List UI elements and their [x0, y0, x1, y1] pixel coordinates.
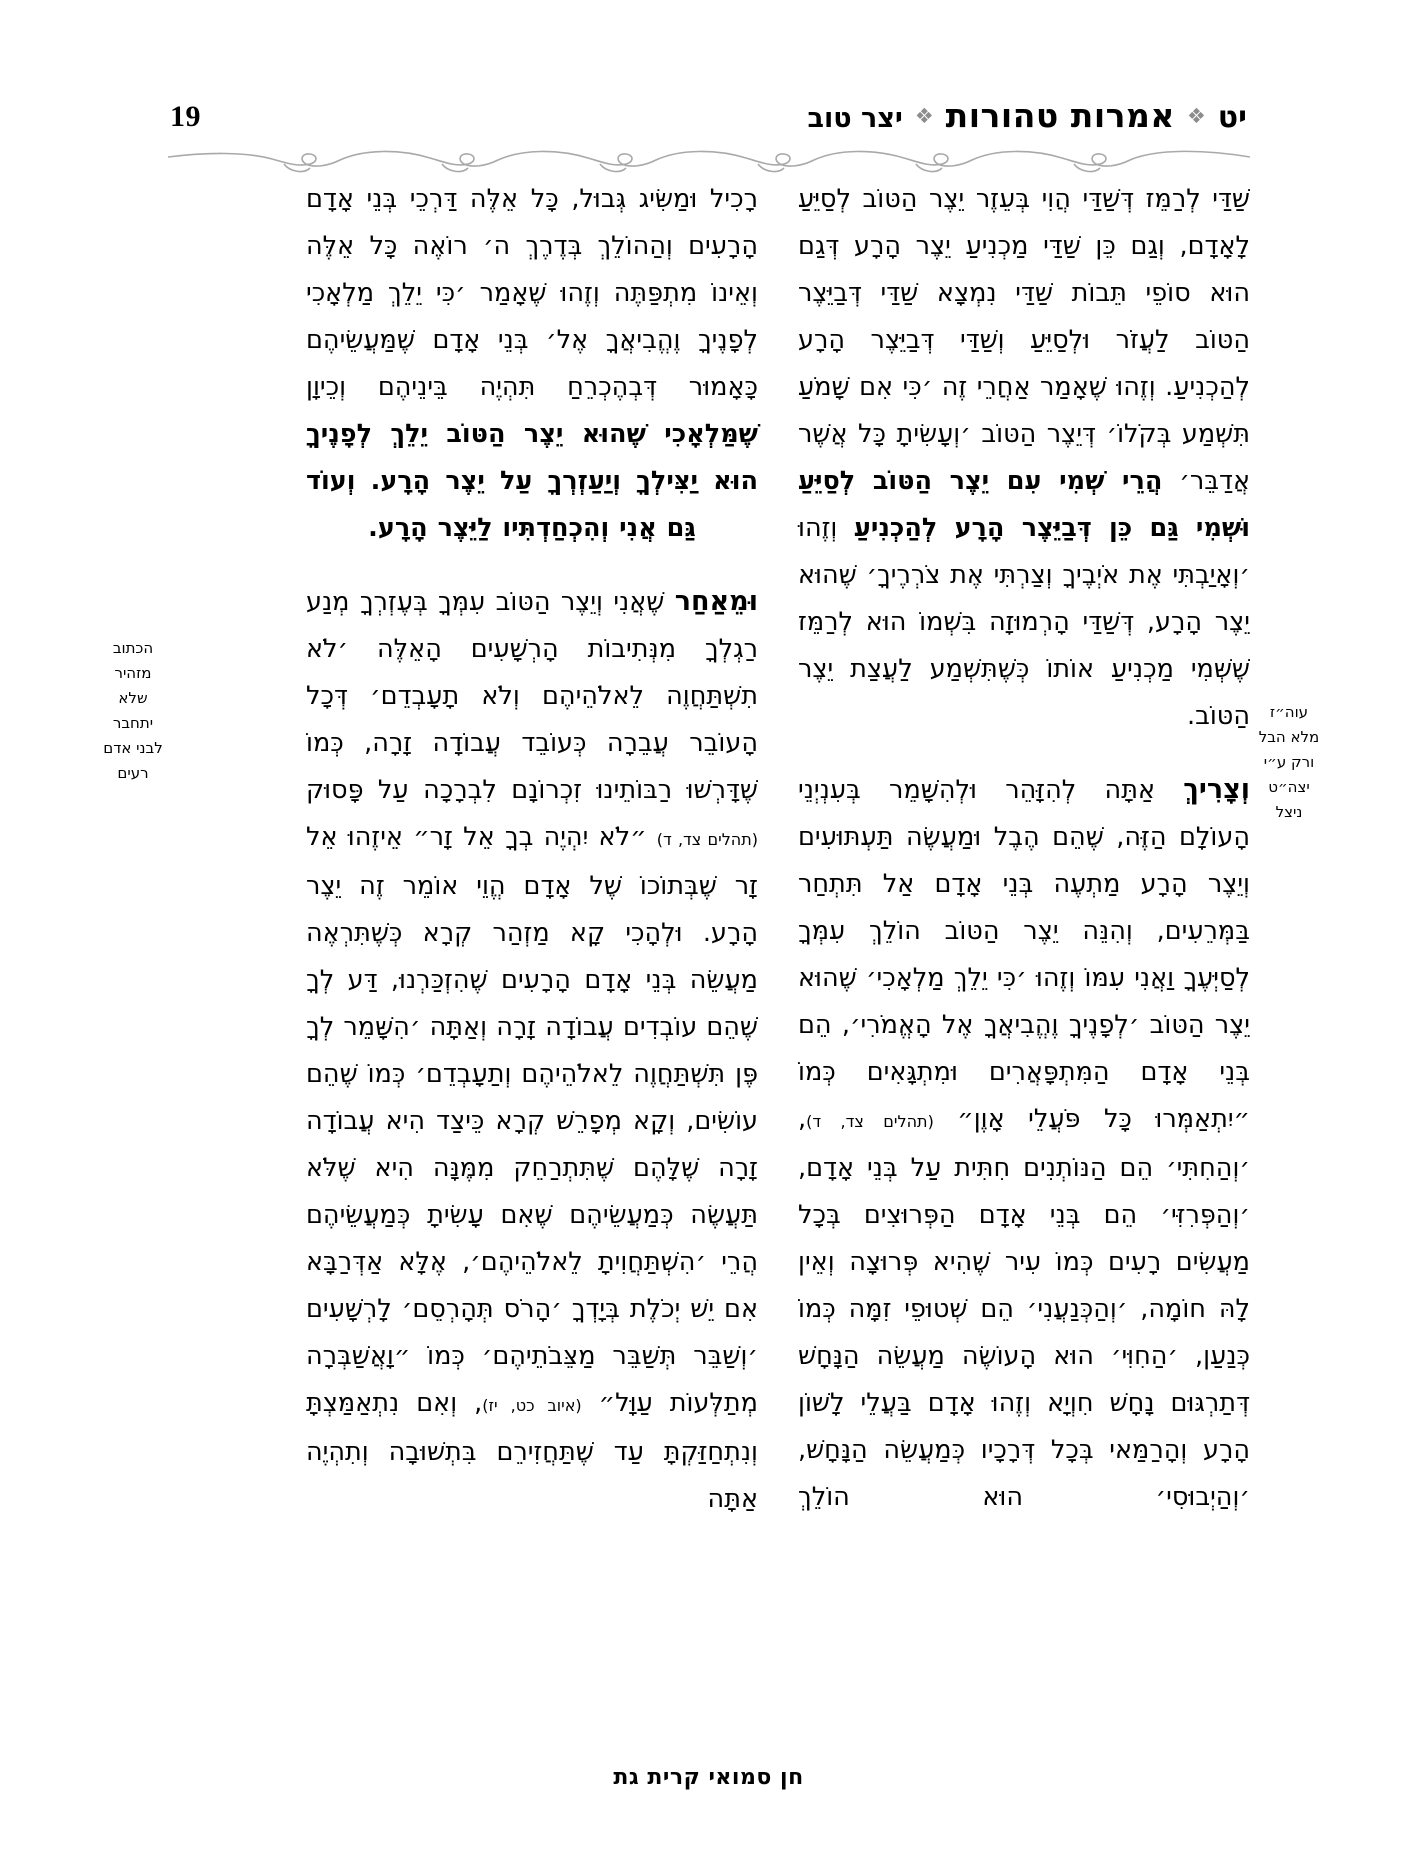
- source-citation: (תהלים צד, ד): [656, 830, 759, 849]
- running-head-subtitle: יצר טוב: [807, 103, 903, 134]
- page-footer: חן סמואי קרית גת: [613, 1765, 804, 1790]
- margin-note-left-line: הכתוב: [112, 639, 154, 657]
- margin-note-right-line: עוה״ז: [1269, 703, 1309, 721]
- text-run: , ׳וְהַחִתִּי׳ הֵם הַנּוֹתְנִים חִתִּית עַל בְּנֵי אָדָם, ׳וְהַפְּרִזִּי׳ הֵם בְּנֵי אָדָם הַפְּרוּצִים בְּכָל מַעֲשִׂים רָעִים כְּמוֹ עִיר שֶׁהִיא פְּרוּצָה וְאֵין לָהּ חוֹמָה, ׳וְהַכְּנַעֲנִי׳ הֵם שְׁטוּפֵי זִמָּה כְּמוֹ כְּנַעַן, ׳הַחִוִּי׳ הוּא הָעוֹשֶׂה מַעֲשֵׂה הַנָּחָשׁ דְּתַרְגּוּם נָחָשׁ חִוְיָא וְזֶהוּ אָדָם בַּעֲלֵי לָשׁוֹן הָרָע וְהָרַמַּאי בְּכָל דְּרָכָיו כְּמַעֲשֵׂה הַנָּחָשׁ, ׳וְהַיְבוּסִי׳ הוּא הוֹלֵךְ: [798, 1104, 1250, 1512]
- ornament-diamond-icon: ❖: [914, 104, 934, 128]
- column-right: [798, 176, 1250, 1706]
- paragraph: [798, 176, 1250, 740]
- text-run: וְזֶהוּ ׳וְאָיַבְתִּי אֶת אֹיְבֶיךָ וְצַרְתִּי אֶת צֹרְרֶיךָ׳ שֶׁהוּא יֵצֶר הָרָע, דְּשַׁדַּי הָרְמוּזָה בִּשְׁמוֹ הוּא לְרַמֵּז שֶׁשְּׁמִי מַכְנִיעַ אוֹתוֹ כְּשֶׁתִּשְׁמַע לַעֲצַת יֵצֶר הַטּוֹב.: [798, 513, 1250, 731]
- text-body: [168, 176, 1250, 1706]
- paragraph: [798, 766, 1250, 1521]
- emphasized-text: שֶׁמַּלְאָכִי שֶׁהוּא יֵצֶר הַטּוֹב יֵלֵךְ לְפָנֶיךָ הוּא יַצִּילְךָ וְיַעַזְרְךָ עַל יֵצֶר הָרָע. וְעוֹד גַּם אֲנִי וְהִכְחַדְתִּיו לַיֵּצֶר הָרָע.: [306, 419, 758, 543]
- text-run: , וְאִם נִתְאַמַּצְתָּ וְנִתְחַזַּקְתָּ עַד שֶׁתַּחֲזִירֵם בִּתְשׁוּבָה וְתִהְיֶה אַתָּה: [306, 1388, 758, 1514]
- paragraph-lead-word: וְצָרִיךְ: [1183, 774, 1250, 805]
- margin-note-right-line: ורק ע״י: [1263, 753, 1315, 771]
- margin-note-left-line: שלא: [118, 689, 148, 707]
- page-number: 19: [170, 100, 201, 133]
- margin-note-right: [1253, 700, 1325, 825]
- column-left: [306, 176, 758, 1706]
- paragraph: [306, 578, 758, 1523]
- source-citation: (איוב כט, יז): [482, 1396, 582, 1415]
- running-head: [808, 96, 1247, 135]
- source-citation: (תהלים צד, ד): [806, 1112, 934, 1131]
- running-head-title: אמרות טהורות: [945, 96, 1175, 135]
- margin-note-left-line: רעים: [117, 764, 149, 782]
- margin-note-left-line: יתחבר: [112, 714, 154, 732]
- page-header: [170, 96, 1247, 142]
- running-head-chapter: יט: [1217, 100, 1247, 135]
- paragraph: [306, 176, 758, 552]
- text-run: אַתָּה לְהִזָּהֵר וּלְהִשָּׁמֵר בְּעִנְיְנֵי הָעוֹלָם הַזֶּה, שֶׁהֵם הֶבֶל וּמַעֲשֶׂה תַּעְתּוּעִים וְיֵצֶר הָרָע מַתְעֶה בְּנֵי אָדָם אַל תִּתְחַר בַּמְּרֵעִים, וְהִנֵּה יֵצֶר הַטּוֹב הוֹלֵךְ עִמְּךָ לְסַיְּעֶךָ וַאֲנִי עִמּוֹ וְזֶהוּ ׳כִּי יֵלֵךְ מַלְאָכִי׳ שֶׁהוּא יֵצֶר הַטּוֹב ׳לְפָנֶיךָ וֶהֱבִיאֲךָ אֶל הָאֱמֹרִי׳, הֵם בְּנֵי אָדָם הַמִּתְפָּאֲרִים וּמִתְגָּאִים כְּמוֹ ״יִתְאַמְּרוּ כָּל פֹּעֲלֵי אָוֶן״: [798, 775, 1250, 1134]
- flourish-divider-icon: [168, 150, 1250, 176]
- text-run: שֶׁאֲנִי וְיֵצֶר הַטּוֹב עִמְּךָ בְּעֶזְרְךָ מְנַע רַגְלְךָ מִנְּתִיבוֹת הָרְשָׁעִים הָאֵלֶּה ׳לֹא תִשְׁתַּחֲוֶה לֵאלֹהֵיהֶם וְלֹא תָעָבְדֵם׳ דְּכָל הָעוֹבֵר עֲבֵרָה כְּעוֹבֵד עֲבוֹדָה זָרָה, כְּמוֹ שֶׁדָּרְשׁוּ רַבּוֹתֵינוּ זִכְרוֹנָם לִבְרָכָה עַל פָּסוּק: [306, 587, 758, 805]
- ornament-diamond-icon: ❖: [1186, 104, 1206, 128]
- text-run: שַׁדַּי לְרַמֵּז דְּשַׁדַּי הֲוִי בְּעֵזֶר יֵצֶר הַטּוֹב לְסַיֵּעַ לָאָדָם, וְגַם כֵּן שַׁדַּי מַכְנִיעַ יֵצֶר הָרָע דְּגַם הוּא סוֹפֵי תֵּבוֹת שַׁדַּי נִמְצָא שַׁדַּי דְּבַיֵּצֶר הַטּוֹב לַעֲזֹר וּלְסַיֵּעַ וְשַׁדַּי דְּבַיֵּצֶר הָרָע לְהַכְנִיעַ. וְזֶהוּ שֶׁאָמַר אַחֲרֵי זֶה ׳כִּי אִם שָׁמֹעַ תִּשְׁמַע בְּקֹלוֹ׳ דְּיֵצֶר הַטּוֹב ׳וְעָשִׂיתָ כָּל אֲשֶׁר אֲדַבֵּר׳: [798, 184, 1250, 496]
- margin-note-left-line: לבני אדם: [103, 739, 163, 757]
- margin-note-left-line: מזהיר: [114, 664, 152, 682]
- margin-note-left: [96, 636, 170, 786]
- emphasized-text: הֲרֵי שְׁמִי עִם יֵצֶר הַטּוֹב לְסַיֵּעַ וּשְׁמִי גַּם כֵּן דְּבַיֵּצֶר הָרָע לְהַכְנִיעַ: [798, 466, 1250, 543]
- text-run: ״לֹא יִהְיֶה בְךָ אֵל זָר״ אֵיזֶהוּ אֵל זָר שֶׁבְּתוֹכוֹ שֶׁל אָדָם הֱוֵי אוֹמֵר זֶה יֵצֶר הָרָע. וּלְהָכִי קָא מַזְהַר קְרָא כְּשֶׁתִּרְאֶה מַעֲשֵׂה בְּנֵי אָדָם הָרָעִים שֶׁהִזְכַּרְנוּ, דַּע לְךָ שֶׁהֵם עוֹבְדִים עֲבוֹדָה זָרָה וְאַתָּה ׳הִשָּׁמֵר לְךָ פֶּן תִּשְׁתַּחֲוֶה לֵאלֹהֵיהֶם וְתַעָבְדֵם׳ כְּמוֹ שֶׁהֵם עוֹשִׂים, וְקָא מְפָרֵשׁ קְרָא כֵּיצַד הִיא עֲבוֹדָה זָרָה שֶׁלָּהֶם שֶׁתִּתְרַחֵק מִמֶּנָּה הִיא שֶׁלֹּא תַּעֲשֶׂה כְּמַעֲשֵׂיהֶם שֶׁאִם עָשִׂיתָ כְּמַעֲשֵׂיהֶם הֲרֵי ׳הִשְׁתַּחֲוִיתָ לֵאלֹהֵיהֶם׳, אֶלָּא אַדְּרַבָּא אִם יֵשׁ יְכֹלֶת בְּיָדְךָ ׳הָרֹס תְּהָרְסֵם׳ לָרְשָׁעִים ׳וְשַׁבֵּר תְּשַׁבֵּר מַצֵּבֹתֵיהֶם׳ כְּמוֹ ״וָאֲשַׁבְּרָה מְתַלְּעוֹת עַוָּל״: [306, 822, 758, 1418]
- margin-note-right-line: ניצל: [1275, 803, 1303, 821]
- text-run: רָכִיל וּמַשִּׂיג גְּבוּל, כָּל אֵלֶּה דַּרְכֵי בְּנֵי אָדָם הָרָעִים וְהַהוֹלֵךְ בְּדֶרֶךְ ה׳ רוֹאֶה כָּל אֵלֶּה וְאֵינוֹ מִתְפַּתֶּה וְזֶהוּ שֶׁאָמַר ׳כִּי יֵלֵךְ מַלְאָכִי לְפָנֶיךָ וֶהֱבִיאֲךָ אֶל׳ בְּנֵי אָדָם שֶׁמַּעֲשֵׂיהֶם כָּאָמוּר דְּבְהֶכְרֵחַ תִּהְיֶה בֵּינֵיהֶם וְכֵיוָן: [306, 184, 758, 402]
- margin-note-right-line: מלא הבל: [1258, 728, 1320, 746]
- paragraph-lead-word: וּמֵאַחַר: [674, 586, 758, 617]
- margin-note-right-line: יצה״ט: [1268, 778, 1310, 796]
